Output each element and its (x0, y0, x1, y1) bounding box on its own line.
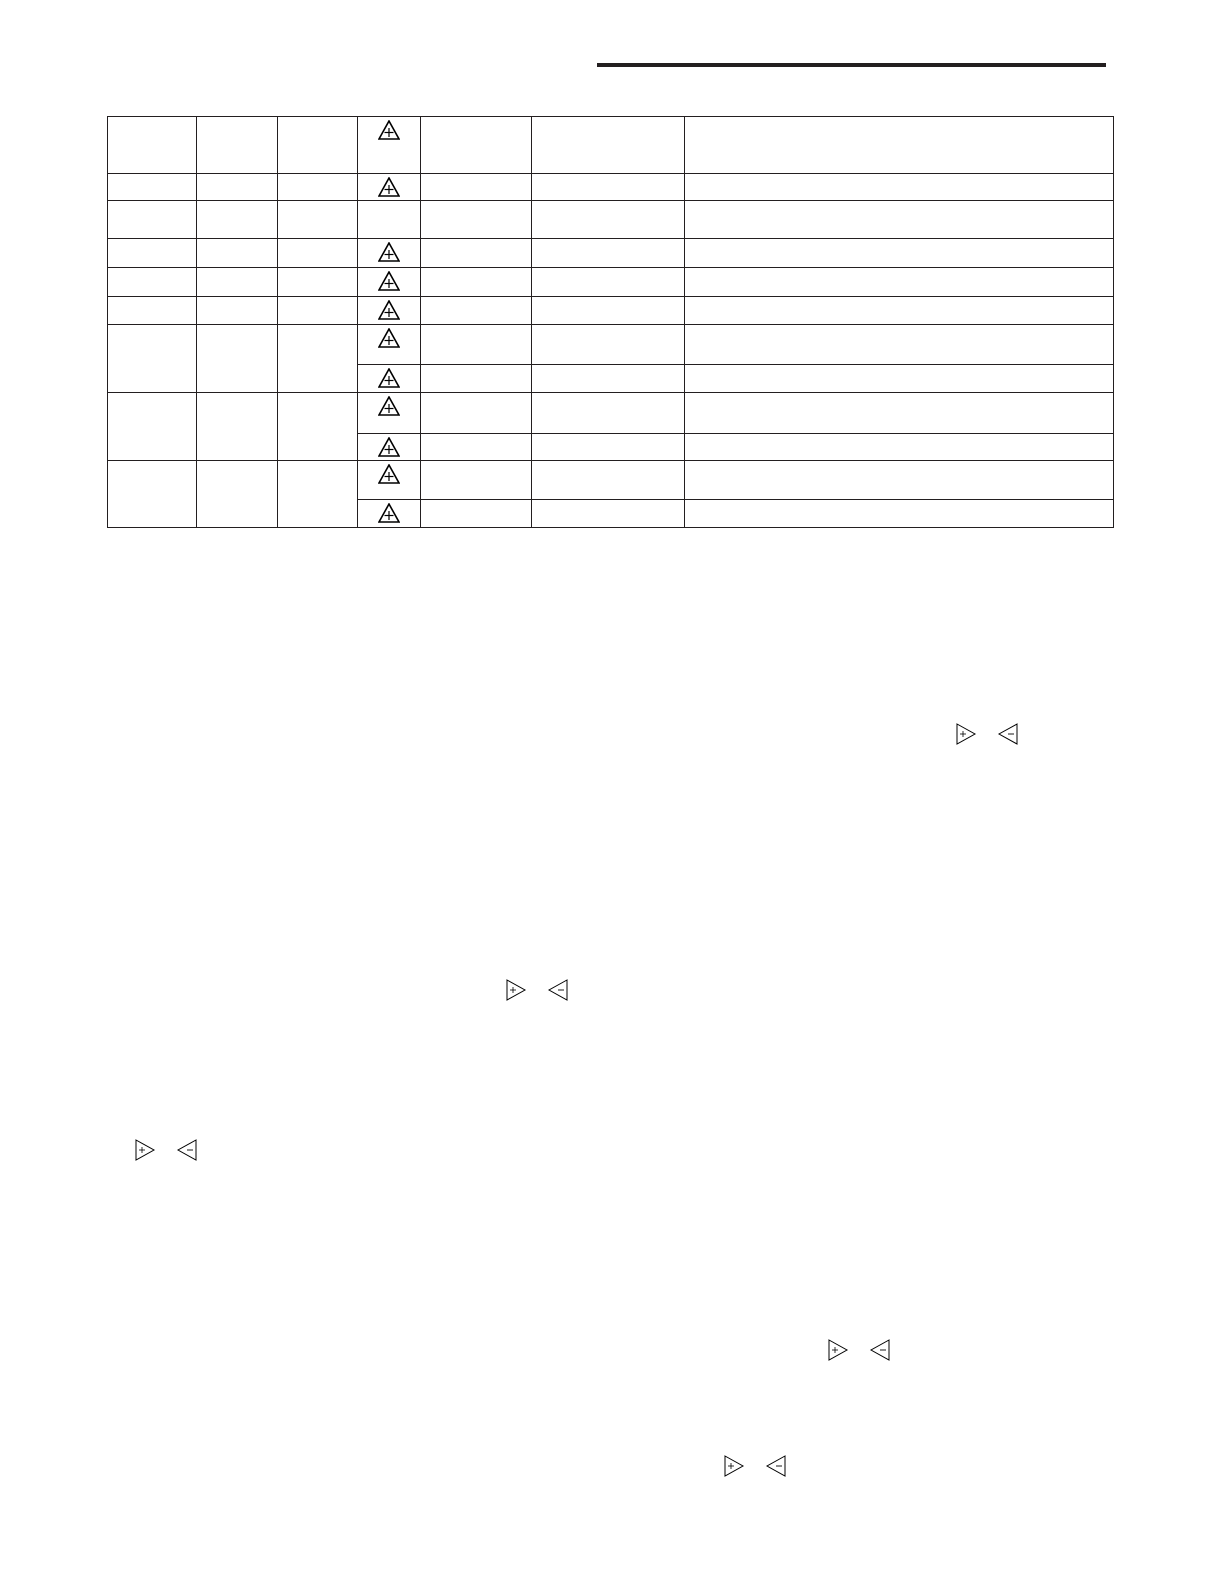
table-cell (421, 117, 532, 174)
warning-plus-icon (378, 464, 400, 484)
plus-triangle-icon (827, 1338, 849, 1362)
table-cell (421, 239, 532, 268)
table-cell (197, 297, 278, 325)
table-cell (108, 297, 197, 325)
table-cell (421, 174, 532, 201)
table-row (108, 201, 1114, 239)
table-cell (421, 434, 532, 461)
table-cell (278, 201, 358, 239)
warning-plus-icon (378, 300, 400, 320)
warning-plus-icon (378, 437, 400, 457)
table-cell (108, 461, 197, 528)
table-cell (197, 117, 278, 174)
table-cell (108, 268, 197, 297)
table-cell (532, 325, 685, 365)
table-cell (197, 393, 278, 461)
table-cell (278, 393, 358, 461)
table-cell (685, 117, 1114, 174)
table-cell (197, 461, 278, 528)
table-cell (358, 434, 421, 461)
table-cell (685, 365, 1114, 393)
table-cell (421, 461, 532, 500)
table-cell (532, 117, 685, 174)
minus-triangle-icon (547, 978, 569, 1002)
table-cell (421, 201, 532, 239)
table-cell (108, 239, 197, 268)
table-cell (358, 297, 421, 325)
table-cell (532, 365, 685, 393)
icon-pair (505, 978, 569, 1002)
table-cell (278, 268, 358, 297)
table-cell (358, 325, 421, 365)
icon-pair (134, 1138, 198, 1162)
table-cell (685, 201, 1114, 239)
table-cell (532, 174, 685, 201)
table-cell (197, 268, 278, 297)
table-cell (532, 239, 685, 268)
plus-triangle-icon (505, 978, 527, 1002)
table-cell (278, 174, 358, 201)
table-cell (278, 239, 358, 268)
table-row (108, 393, 1114, 434)
table-cell (358, 239, 421, 268)
table-cell (532, 201, 685, 239)
table-cell (358, 174, 421, 201)
table-row (108, 268, 1114, 297)
table-cell (358, 201, 421, 239)
table-cell (685, 500, 1114, 528)
plus-triangle-icon (955, 722, 977, 746)
table-cell (278, 117, 358, 174)
table-cell (532, 500, 685, 528)
minus-triangle-icon (765, 1454, 787, 1478)
table-row (108, 239, 1114, 268)
table-cell (532, 461, 685, 500)
table-cell (685, 434, 1114, 461)
table-row (108, 325, 1114, 365)
table-cell (685, 393, 1114, 434)
table-cell (278, 297, 358, 325)
icon-pair (723, 1454, 787, 1478)
table-cell (108, 201, 197, 239)
warning-plus-icon (378, 177, 400, 197)
table-cell (532, 393, 685, 434)
table-cell (108, 117, 197, 174)
warning-plus-icon (378, 120, 400, 140)
table-cell (197, 201, 278, 239)
table-cell (358, 268, 421, 297)
plus-triangle-icon (723, 1454, 745, 1478)
warning-plus-icon (378, 271, 400, 291)
table-cell (685, 461, 1114, 500)
warning-plus-icon (378, 368, 400, 388)
warning-plus-icon (378, 328, 400, 348)
table-cell (197, 174, 278, 201)
table-cell (532, 297, 685, 325)
icon-pair (955, 722, 1019, 746)
table-cell (197, 325, 278, 393)
table-row (108, 174, 1114, 201)
minus-triangle-icon (997, 722, 1019, 746)
plus-triangle-icon (134, 1138, 156, 1162)
spec-table (107, 116, 1114, 528)
table-cell (685, 297, 1114, 325)
table-row (108, 297, 1114, 325)
table-cell (685, 325, 1114, 365)
table-row (108, 461, 1114, 500)
table-cell (108, 393, 197, 461)
table-row (108, 117, 1114, 174)
table-cell (358, 500, 421, 528)
table-cell (358, 393, 421, 434)
table-cell (421, 393, 532, 434)
table-cell (197, 239, 278, 268)
table-cell (532, 268, 685, 297)
icon-pair (827, 1338, 891, 1362)
minus-triangle-icon (176, 1138, 198, 1162)
table-cell (358, 117, 421, 174)
warning-plus-icon (378, 503, 400, 523)
table-cell (108, 174, 197, 201)
table-cell (421, 500, 532, 528)
table-cell (421, 365, 532, 393)
warning-plus-icon (378, 242, 400, 262)
header-rule (597, 63, 1106, 67)
table-cell (685, 239, 1114, 268)
table-cell (421, 297, 532, 325)
table-cell (685, 268, 1114, 297)
table-cell (685, 174, 1114, 201)
table-cell (421, 268, 532, 297)
table-cell (278, 325, 358, 393)
minus-triangle-icon (869, 1338, 891, 1362)
warning-plus-icon (378, 396, 400, 416)
table-cell (358, 461, 421, 500)
table-cell (358, 365, 421, 393)
table-cell (108, 325, 197, 393)
table-cell (532, 434, 685, 461)
table-cell (278, 461, 358, 528)
table-cell (421, 325, 532, 365)
